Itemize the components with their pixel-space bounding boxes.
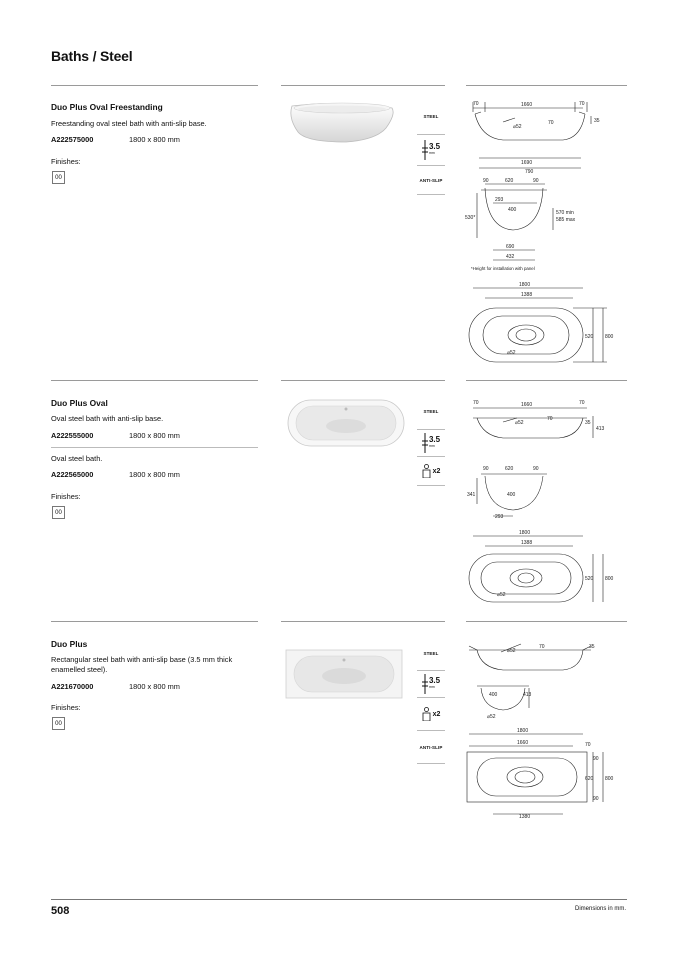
product-size: 1800 x 800 mm	[129, 431, 180, 440]
bath-photo	[286, 398, 406, 448]
dim-label: 520	[585, 576, 594, 582]
dim-label: 293	[495, 514, 504, 520]
dim-label: 35	[585, 420, 591, 426]
divider	[51, 621, 258, 622]
dim-label: 35	[594, 118, 600, 124]
footer-note: Dimensions in mm.	[574, 906, 626, 912]
product-name: Duo Plus Oval	[51, 398, 108, 408]
divider	[466, 621, 627, 622]
technical-drawing	[463, 396, 628, 606]
dim-label: 70	[539, 644, 545, 650]
product-name: Duo Plus Oval Freestanding	[51, 102, 163, 112]
product-size: 1800 x 800 mm	[129, 682, 180, 691]
product-description: Oval steel bath with anti-slip base.	[51, 414, 164, 423]
product-description: Freestanding oval steel bath with anti-slip base.	[51, 119, 207, 128]
dim-label: 70	[579, 101, 585, 107]
dim-label: 1800	[517, 728, 529, 734]
product-code: A222575000	[51, 135, 94, 144]
anti-slip-icon: ANTI-SLIP	[417, 166, 445, 195]
dim-label: 70	[585, 742, 591, 748]
product-code: A222565000	[51, 470, 94, 479]
dim-label: 90	[533, 466, 539, 472]
divider	[51, 85, 258, 86]
dim-label: 790	[525, 169, 534, 175]
finish-swatch: 00	[52, 171, 65, 184]
dim-label: 800	[605, 776, 614, 782]
dim-label: 690	[506, 244, 515, 250]
dim-label: 90	[593, 796, 599, 802]
product-size: 1800 x 800 mm	[129, 135, 180, 144]
thickness-icon: 3.5 mm	[417, 430, 445, 457]
dim-label: 293	[495, 197, 504, 203]
page-number: 508	[51, 905, 70, 917]
dim-label: 70	[579, 400, 585, 406]
dim-label: 1690	[521, 160, 533, 166]
product-code: A221670000	[51, 682, 94, 691]
dim-label: 413	[523, 692, 532, 698]
divider	[466, 380, 627, 381]
thickness-icon: 3.5 mm	[417, 135, 445, 166]
dim-label: ⌀52	[497, 592, 506, 598]
dim-label: 620	[585, 776, 594, 782]
dim-label: 70	[547, 416, 553, 422]
technical-drawing	[463, 638, 628, 828]
dim-label: 1660	[517, 740, 529, 746]
dim-label: 1800	[519, 282, 531, 288]
divider	[51, 447, 258, 448]
finishes-label: Finishes:	[51, 157, 81, 166]
divider	[466, 85, 627, 86]
dim-label: 620	[505, 178, 514, 184]
footnote: *Height for installation with panel	[471, 266, 535, 271]
technical-drawing	[463, 98, 628, 366]
product-code-row	[51, 431, 180, 440]
dim-label: 400	[508, 207, 517, 213]
dim-label: 70	[473, 101, 479, 107]
dim-label: 620	[505, 466, 514, 472]
dim-label: 90	[533, 178, 539, 184]
dim-label: 90	[483, 466, 489, 472]
finish-swatch: 00	[52, 506, 65, 519]
capacity-icon: x2	[417, 457, 445, 486]
product-description: Rectangular steel bath with anti-slip base (3.5 mm thick enamelled steel).	[51, 655, 233, 674]
bath-photo	[286, 98, 398, 144]
dim-label: 90	[483, 178, 489, 184]
steel-icon: STEEL	[417, 98, 445, 135]
steel-icon: STEEL	[417, 393, 445, 430]
dim-label: 90	[593, 756, 599, 762]
dim-label: 1388	[521, 292, 533, 298]
dim-label: 35	[589, 644, 595, 650]
footer-divider	[51, 899, 627, 900]
bath-photo	[284, 648, 404, 700]
dim-label: ⌀52	[487, 714, 496, 720]
finish-swatch: 00	[52, 717, 65, 730]
divider	[51, 380, 258, 381]
steel-icon: STEEL	[417, 637, 445, 671]
dim-label: 400	[489, 692, 498, 698]
anti-slip-icon: ANTI-SLIP	[417, 731, 445, 764]
dim-label: 400	[507, 492, 516, 498]
dim-label: ⌀52	[507, 350, 516, 356]
dim-label: 520	[585, 334, 594, 340]
product-name: Duo Plus	[51, 639, 88, 649]
dim-label: 800	[605, 576, 614, 582]
divider	[281, 621, 445, 622]
dim-label: 570 min	[556, 210, 574, 216]
dim-label: 1660	[521, 102, 533, 108]
dim-label: 341	[467, 492, 476, 498]
dim-label: 1380	[519, 814, 531, 820]
dim-label: 585 max	[556, 217, 576, 223]
finishes-label: Finishes:	[51, 492, 81, 501]
divider	[281, 85, 445, 86]
dim-label: 530*	[465, 215, 476, 221]
product-size: 1800 x 800 mm	[129, 470, 180, 479]
dim-label: ⌀52	[515, 420, 524, 426]
dim-label: 413	[596, 426, 605, 432]
thickness-icon: 3.5 mm	[417, 671, 445, 698]
page-title: Baths / Steel	[51, 48, 133, 64]
capacity-icon: x2	[417, 698, 445, 731]
dim-label: 432	[506, 254, 515, 260]
dim-label: 70	[473, 400, 479, 406]
dim-label: ⌀52	[507, 648, 516, 654]
product-code-row	[51, 135, 180, 144]
product-code-row	[51, 470, 180, 479]
dim-label: 800	[605, 334, 614, 340]
product-code: A222555000	[51, 431, 94, 440]
divider	[281, 380, 445, 381]
dim-label: 1388	[521, 540, 533, 546]
dim-label: 1660	[521, 402, 533, 408]
finishes-label: Finishes:	[51, 703, 81, 712]
dim-label: 1800	[519, 530, 531, 536]
dim-label: ⌀52	[513, 124, 522, 130]
product-description: Oval steel bath.	[51, 454, 103, 463]
product-code-row	[51, 682, 180, 691]
dim-label: 70	[548, 120, 554, 126]
